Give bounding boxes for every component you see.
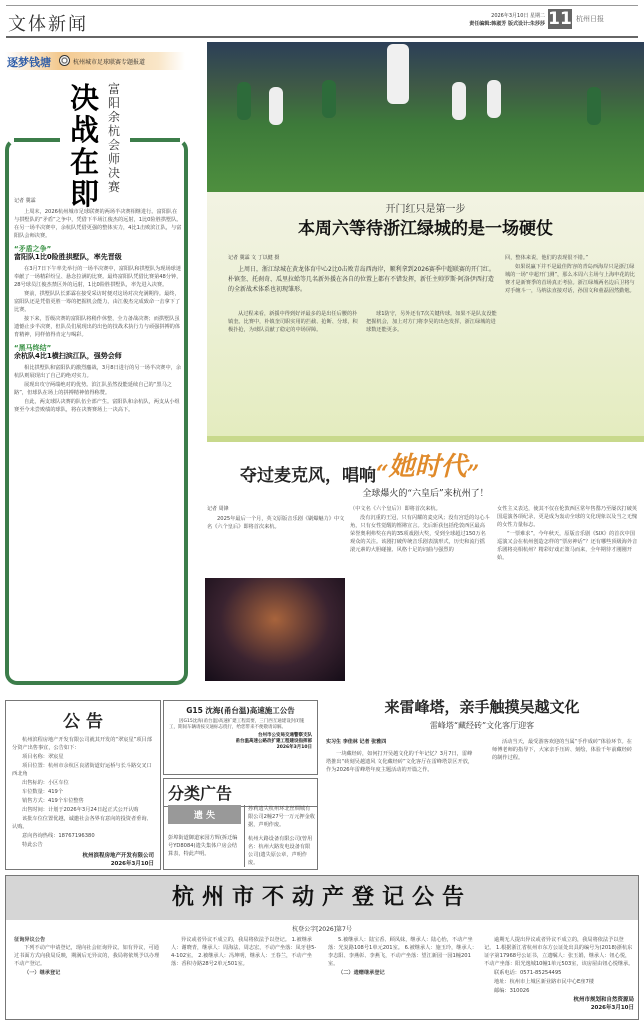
article-kicker: 开门红只是第一步 bbox=[385, 204, 466, 215]
top-rule bbox=[6, 5, 638, 6]
estate-col3 bbox=[328, 936, 478, 978]
article-subtitle: 全球爆火的“六皇后”来杭州了！ bbox=[362, 489, 489, 499]
paragraph: （中文名《六个皇后》）即将首次来杭。 bbox=[350, 506, 441, 512]
highlight-word: 她时代 bbox=[388, 452, 467, 482]
football-match-photo bbox=[207, 42, 644, 192]
highway-notice-body: 因G15沈海(甬台温)高速扩建工程需要，三门西互通建设封闭施工，期间车辆请按交通标志绕行，给您带来不便敬请谅解。 bbox=[169, 719, 305, 730]
paragraph: 展现出攻守两端绝对的优势。滨江队虽然没能延续自己的“黑马之路”，但球队在场上的拼搏精神值得称赞。 bbox=[14, 382, 172, 396]
notice-line: 该批车位位置优越，诚邀社会各界有意向的投资者垂询、认购。 bbox=[12, 816, 152, 830]
paragraph: （一）继承登记 bbox=[24, 970, 61, 976]
paragraph: 如果说赢下并不是最佳阵容的青岛西海岸只是浙江绿城的一场“中超开门测”，那么本周六主场与上海申花的比赛才是新赛季的首场真正考验。浙江绿城两名边后卫将与对手缠斗一，马纳法直接对话，孙国文和童磊固然勤勉。 bbox=[505, 264, 635, 294]
quote: ” bbox=[466, 461, 480, 487]
byline: 记者 冀霖 bbox=[14, 198, 36, 204]
section-kicker: “黑马终结” bbox=[14, 344, 52, 352]
article-col3 bbox=[497, 505, 639, 563]
notice-line: 出售时间：计划于2026年3月24日起正式公开认购 bbox=[22, 807, 139, 813]
issue-info bbox=[400, 12, 545, 28]
section-title: 文体新闻 bbox=[8, 14, 88, 35]
estate-col1 bbox=[14, 936, 164, 978]
section-heading: 征询异议公告 bbox=[14, 937, 46, 943]
section-kicker: “矛盾之争” bbox=[14, 245, 52, 253]
notice-line: 意向咨询热线：18767196380 bbox=[22, 833, 95, 839]
notice-line: 项目名称：翠宸星 bbox=[22, 754, 64, 760]
classified-ads bbox=[163, 778, 318, 870]
real-estate-notice bbox=[5, 875, 639, 1020]
subheadline-left: 富阳余杭会师决赛 bbox=[108, 82, 121, 194]
notice-box bbox=[5, 700, 161, 870]
player-figure bbox=[452, 82, 466, 120]
article-headline: 来雷峰塔，亲手触摸吴越文化 bbox=[384, 698, 580, 716]
player-figure bbox=[322, 80, 336, 118]
section-heading: 余杭队4比1横扫滨江队，强势会师 bbox=[14, 352, 122, 360]
paragraph: 女性主义表达，使其不仅在伦敦西区常年售罄乃至屡次打破英国巡演各项纪录，更是成为轰动全球的文化现象以及当之无愧的女性力量标志。 bbox=[497, 506, 638, 528]
paragraph: 一块藏经砖，如何打开吴越文化的千年记忆？3月7日，雷峰塔推出“砖刻吴越遗风 文化藏经砖”文化客厅在雷峰塔景区开放，作为2026年雷峰塔年度主题活动的开篇之作。 bbox=[326, 751, 474, 773]
contact-phone: 联系电话：0571-85254495 bbox=[494, 970, 562, 976]
left-article bbox=[14, 197, 182, 415]
notice-line: 特此公告 bbox=[22, 842, 43, 848]
notice-line: 项目位置：杭州市余杭区良渚街道好运桥与长斗路交叉口西北角 bbox=[12, 763, 152, 777]
signer: 甬台温高速公路改扩建工程建设指挥部 bbox=[235, 739, 312, 744]
notice-line: 杭州滨程房地产开发有限公司就其开发的“翠宸星”项目部分资产出售事宜，公告如下： bbox=[12, 737, 152, 751]
article-headline: 本周六等待浙江绿城的是一场硬仗 bbox=[298, 219, 553, 239]
paragraph: 球1防守，另外还有7次关键传球。如果不是队友没能把握机会，加上对方门将李昊的出色发挥，浙江绿城的进球数还能更多。 bbox=[366, 311, 497, 333]
estate-title: 杭州市不动产登记公告 bbox=[6, 876, 638, 920]
ad-item: 彭埠街道御道家园方辉(拆迁编号YD8084)遗失集体户房会结算表，特此声明。 bbox=[168, 835, 238, 857]
article-leifeng bbox=[322, 688, 642, 872]
article-subtitle: 雷峰塔“藏经砖”文化客厅迎客 bbox=[429, 721, 535, 730]
header-rule bbox=[6, 36, 638, 38]
paragraph: （二）遗赠继承登记 bbox=[338, 970, 385, 976]
byline: 记者 冀霖 文 丁以健 摄 bbox=[228, 255, 280, 261]
player-figure bbox=[269, 87, 283, 125]
article-headline bbox=[240, 452, 479, 489]
paragraph: 没有沉重的王冠，只有闪耀的麦克风；没有宫廷的勾心斗角，只有女性觉醒的铿锵宣言。先后斩获包括伦敦西区最高荣誉奥利弗奖在内的35项戏剧大奖，受到全球超过150万名观众的关注。该剧打破传统音乐剧表演形式，历史和流行摇滚元素的大胆碰撞、风格十足的词曲与强烈的 bbox=[350, 515, 490, 553]
byline: 记者 周锋 bbox=[207, 506, 229, 512]
paragraph: 2025年最后一个月，英文原版音乐剧《刷爆魅力》中文名《六个皇后》即将首次来杭。 bbox=[207, 516, 345, 530]
banner-title: 逐梦钱塘 bbox=[7, 56, 51, 69]
column-banner bbox=[5, 52, 185, 70]
highway-notice-title: G15 沈海(甬台温)高速施工公告 bbox=[186, 706, 295, 715]
notice-line: 出售标的：小区车位 bbox=[22, 780, 69, 786]
lost-label: 遗 失 bbox=[168, 805, 241, 824]
signer: 杭州市规划和自然资源局 bbox=[573, 997, 634, 1003]
editors: 责任编辑:韩淑芳 版式设计:朱莎莎 bbox=[469, 21, 545, 27]
notice-body bbox=[6, 736, 160, 849]
player-figure bbox=[587, 87, 601, 125]
notice-line: 车位数量：419个 bbox=[22, 789, 64, 795]
paragraph: 异议或者异议不成立的，我局将依法予以登记。 1.被继承人：谢晓青，继承人：周海法、周志宏，不动产坐落：凤牙巷5-4-102室。 2.被继承人：冯坤明，继承人：王春兰，不动产坐落：香积寺路28号2单元501室。 bbox=[171, 937, 317, 967]
paper-logo: 杭州日报 bbox=[576, 15, 604, 23]
paragraph: 从过程来看，新援中得到好评最多的是出任后腰的朴镇奎。比赛中，朴镇奎司职实用的拦截、抢断、分球，积极扑抢，为球队贡献了稳定的中场屏障。 bbox=[228, 311, 358, 333]
paragraph: 上周末，2026杭州城市足球联赛的两场半决赛相继进行。富阳队在与拱墅队的“矛盾”之争中，凭借下半场江俊杰的远射，1比0险胜拱墅队。在另一场半决赛中，余杭队凭借更强的整体实力，4比1击败滨江队，与富阳队会师决赛。 bbox=[14, 209, 182, 239]
paragraph: 逾期无人提出异议或者异议不成立的，我局将依法予以登记。 1.根据浙江省杭州市东方公证处出具的编号为(2018)浙杭东证字第17968号公证书，立遗嘱人：张玉娟，继承人：钮心悦，不动产坐落：阳光逸城10幢1单元503室，该房屋由钮心悦继承。 bbox=[484, 937, 634, 967]
date: 2026年3月10日 bbox=[276, 745, 312, 750]
player-figure bbox=[487, 80, 501, 118]
notice-line: 销售方式：419个车位整售 bbox=[22, 798, 84, 804]
notice-number: 杭登公字[2026]第7号 bbox=[292, 926, 352, 933]
football-icon bbox=[59, 55, 70, 66]
lead-paragraph: 上周日，浙江绿城在黄龙体育中心2比0击败青岛西海岸，顺利拿到2026赛季中超联赛的开门红。朴镇奎、托刹奇、瓜里拉蛤等几名新外援在各自的位置上都有不错发挥，新任主帅罗斯·阿洛伊西打造的全新战术体系也初现雏形。 bbox=[228, 266, 495, 293]
estate-col4 bbox=[484, 936, 634, 1012]
headline-text: 夺过麦克风，唱响 bbox=[240, 466, 376, 486]
paragraph: 在3月7日下午率先举行的一场半决赛中，富阳队和拱墅队为现场球迷奉献了一场精彩纷呈、悬念拉满的比赛。最终富阳队凭借比赛第48分钟，28号球员江俊杰禁区外的远射，1比0险胜拱墅队，率先进入决赛。 bbox=[14, 266, 182, 288]
paragraph: 下列不动产申请登记，现向社会征询异议。如有异议，可通过书面方式向我局反映，期满后无异议的，我局将依规予以办理不动产登记。 bbox=[14, 945, 160, 967]
player-figure bbox=[387, 44, 409, 104]
date: 2026年3月10日 bbox=[590, 1005, 634, 1011]
notice-signer: 杭州滨程房地产开发有限公司 bbox=[82, 853, 154, 859]
postcode: 邮编：310026 bbox=[494, 988, 530, 994]
signer: 台州市公安局交通警察支队 bbox=[258, 733, 312, 738]
byline: 实习生 李佳林 记者 张雅四 bbox=[326, 739, 387, 745]
page-number: 11 bbox=[548, 9, 572, 29]
frame-top-right bbox=[130, 138, 180, 142]
highway-notice bbox=[163, 700, 318, 775]
paragraph: 回，整体来说，他们的表现很不错。” bbox=[505, 255, 589, 261]
article-col3 bbox=[505, 254, 637, 296]
quote: “ bbox=[376, 461, 389, 487]
paragraph: 活动当天，最受游客欢迎的当属“手作成砖”体验环节。在师傅老师的指导下，大家亲手压砖、刻绘，体验千年前藏经砖的制作过程。 bbox=[492, 739, 633, 761]
ad-item: 孙莉遗失杭州环北丝绸城有限公司2幢27号一万元押金收据，声明作废。 bbox=[248, 806, 315, 828]
paragraph: 相比拱墅队和富阳队的激烈鏖战，3月8日进行的另一场半决赛中，余杭队则展现出了自己的绝对实力。 bbox=[14, 365, 182, 379]
section-heading: 富阳队1比0险胜拱墅队，率先晋级 bbox=[14, 253, 122, 261]
ad-item: 杭州大路设备有限公司(曾用名：杭州大路发电设备有限公司)遗失原公章，声明作废。 bbox=[248, 836, 313, 866]
paragraph: 接下来，晋级决赛的富阳队将稍作休整，全力备战决赛；而拱墅队虽遗憾止步半决赛，但队员们展现出的出色的技战术执行力与顽强拼搏的体育精神，同样值得肯定与喝彩。 bbox=[14, 316, 181, 338]
article-col2 bbox=[350, 505, 490, 555]
frame-top-left bbox=[14, 138, 60, 142]
address: 地址：杭州市上城区新业路市民中心E座7楼 bbox=[494, 979, 594, 985]
player-figure bbox=[237, 82, 251, 120]
paragraph: “一票难求”。今年秋天，原版音乐剧《SIX》的首次中国巡演又会在杭州创造怎样的“票房神话”？还有哪些顶级海外音乐剧将亮相杭州？精彩好戏正策马而来，全年期待才刚刚开始。 bbox=[497, 531, 638, 561]
notice-date: 2026年3月10日 bbox=[110, 861, 154, 867]
paragraph: 自此，两支球队决赛的队伍全部产生。富阳队和余杭队，两支从小组赛至今未尝败绩的球队，将在决赛赛场上一决高下。 bbox=[14, 399, 180, 413]
paragraph: 5.被继承人：陆宝香、顾凤妹，继承人：陆心怡，不动产坐落：光复路108号1单元201室。 6.被继承人：施玉玲，继承人：李志阳、李燕彰、李燕飞，不动产坐落：望江新园一园1幢201室。 bbox=[328, 937, 478, 967]
classified-title: 分类广告 bbox=[164, 779, 317, 807]
headline-left: 决战在即 bbox=[70, 81, 100, 211]
notice-title: 公 告 bbox=[63, 712, 103, 732]
banner-subtitle: 杭州城市足球联赛专题报道 bbox=[73, 59, 146, 66]
musical-stage-photo bbox=[205, 578, 345, 681]
issue-date: 2026年3月10日 星期二 bbox=[491, 13, 545, 19]
paragraph: 赛前，拱墅队队长郭霖在接受采访时便对这场对决充满期待。最终，富阳队还是凭借更胜一筹的把握机会能力，由江俊杰完成致命一击拿下了比赛。 bbox=[14, 291, 181, 313]
